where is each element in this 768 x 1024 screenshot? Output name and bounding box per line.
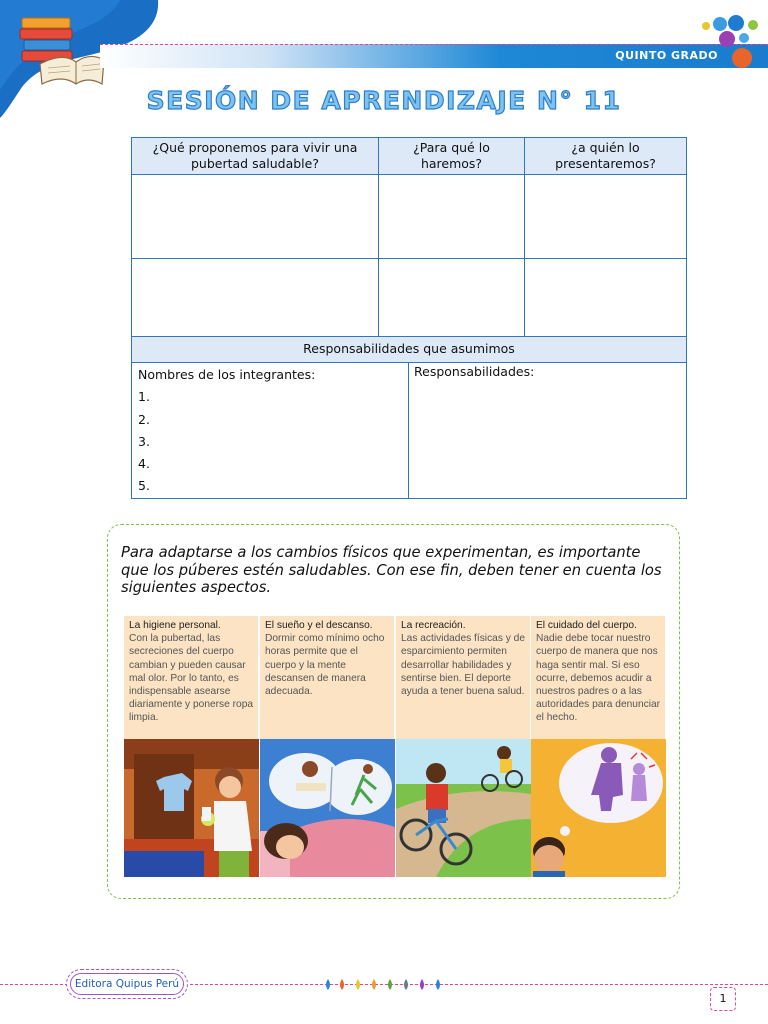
hygiene-illustration [124,739,259,877]
table-cell [379,259,525,337]
body-care-illustration [531,739,666,877]
column-header-audience: ¿a quién lo presentaremos? [525,138,687,175]
table-cell [379,175,525,259]
responsibilities-label: Responsabilidades: [414,364,535,379]
grade-label: QUINTO GRADO [615,49,718,62]
members-label: Nombres de los integrantes: [138,367,316,382]
panel-heading: El sueño y el descanso. [265,620,373,631]
table-cell [525,175,687,259]
panel-heading: La recreación. [401,620,466,631]
panel-sleep [260,616,394,739]
members-box [131,362,409,499]
page-title: SESIÓN DE APRENDIZAJE N° 11 [146,86,622,115]
member-number: 3. [138,433,150,449]
colored-drops-decoration [322,977,446,993]
responsibilities-header: Responsabilidades que asumimos [131,336,687,363]
panel-recreation [396,616,530,739]
panel-text: Las actividades físicas y de esparcimiento permiten desarrollar habilidades y sentirse bien. El deporte ayuda a tener buena salud. [401,633,526,698]
planning-table [131,137,687,337]
publisher-name: Editora Quipus Perú [70,973,184,995]
column-header-purpose: ¿Para qué lo haremos? [379,138,525,175]
publisher-badge [66,969,188,999]
color-dots-decoration [698,14,768,74]
table-cell [132,175,379,259]
panel-heading: El cuidado del cuerpo. [536,620,637,631]
table-cell [132,259,379,337]
page-number: 1 [710,987,736,1011]
table-cell [525,259,687,337]
column-header-proposal: ¿Qué proponemos para vivir una pubertad saludable? [132,138,379,175]
panel-hygiene [124,616,258,739]
responsibilities-box [408,362,687,499]
member-number: 2. [138,411,150,427]
header-dashed-line [100,44,768,45]
member-number: 5. [138,478,150,494]
panel-text: Dormir como mínimo ocho horas permite que el cuerpo y la mente descansen de manera adecuada. [265,633,385,698]
intro-paragraph: Para adaptarse a los cambios físicos que experimentan, es importante que los púberes estén saludables. Con ese fin, deben tener en cuenta los siguientes aspectos. [121,544,662,596]
member-number: 1. [138,389,150,405]
panel-text: Con la pubertad, las secreciones del cuerpo cambian y pueden causar mal olor. Por lo tanto, es indispensable asearse diariamente y ponerse ropa limpia. [129,633,254,724]
panel-heading: La higiene personal. [129,620,221,631]
books-icon [18,12,108,90]
member-number: 4. [138,456,150,472]
sleep-illustration [260,739,395,877]
panel-text: Nadie debe tocar nuestro cuerpo de manera que nos haga sentir mal. Si eso ocurre, debemos acudir a nuestros padres o a las autoridades para denunciar el hecho. [536,633,661,724]
recreation-illustration [396,739,531,877]
panel-body-care [531,616,665,739]
